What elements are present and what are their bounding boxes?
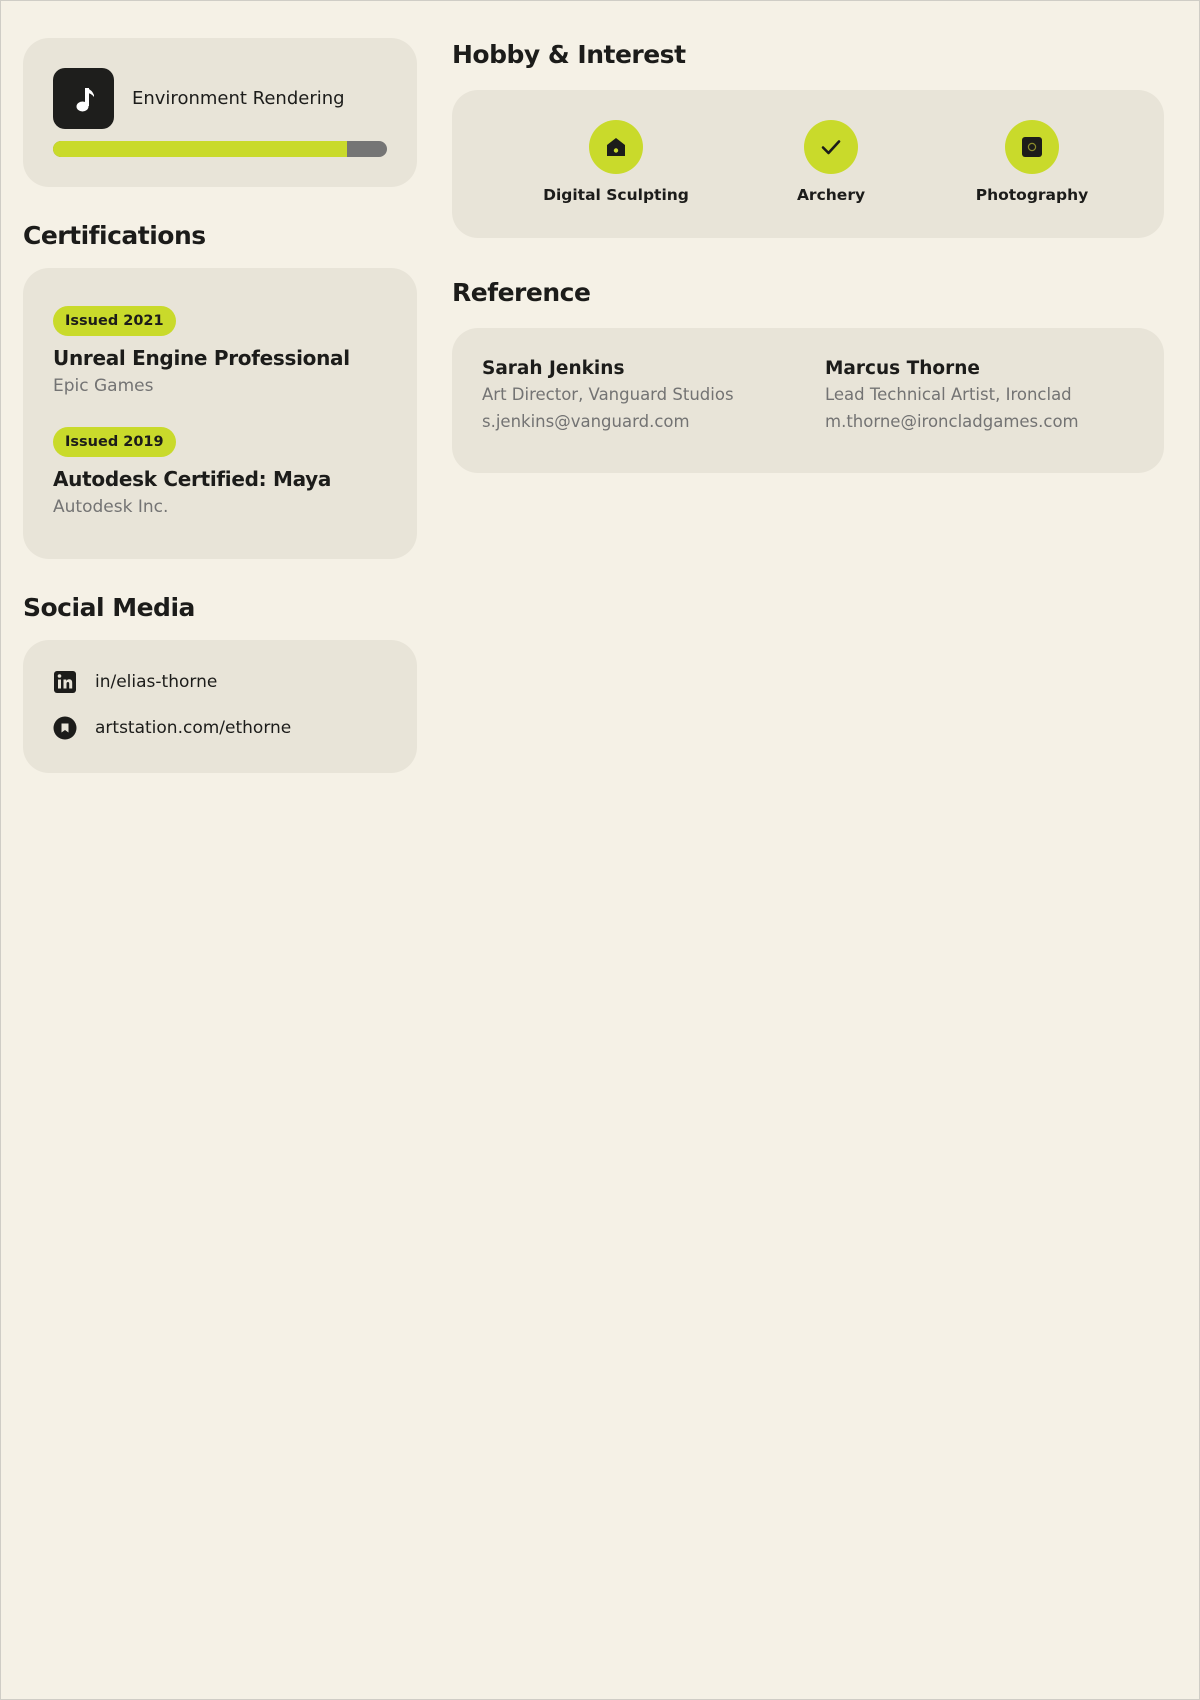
reference-role: Lead Technical Artist, Ironclad [825,385,1072,404]
cert-issued-badge: Issued 2021 [53,306,176,336]
cert-name: Autodesk Certified: Maya [53,467,332,491]
hobby-item-archery [751,120,911,204]
cert-issuer: Autodesk Inc. [53,497,169,517]
skill-progress-bar [53,141,387,157]
certification-item [53,427,387,517]
cert-issuer: Epic Games [53,376,154,396]
cert-issued-badge: Issued 2019 [53,427,176,457]
social-media-title: Social Media [23,593,195,622]
certification-item [53,306,387,396]
hobby-card [452,90,1164,238]
reference-item [482,358,734,431]
reference-card [452,328,1164,473]
reference-name: Marcus Thorne [825,358,980,379]
social-media-card [23,640,417,773]
reference-role: Art Director, Vanguard Studios [482,385,734,404]
reference-email[interactable]: m.thorne@ironcladgames.com [825,412,1079,431]
hobby-label: Photography [975,186,1089,204]
skill-header [53,68,387,129]
camera-icon [1005,120,1059,174]
cert-name: Unreal Engine Professional [53,346,350,370]
reference-title: Reference [452,278,591,307]
artstation-link[interactable]: artstation.com/ethorne [95,718,292,738]
hobby-label: Archery [796,186,866,204]
hobby-label: Digital Sculpting [543,186,689,204]
check-icon [804,120,858,174]
reference-email[interactable]: s.jenkins@vanguard.com [482,412,690,431]
certifications-card [23,268,417,559]
linkedin-link[interactable]: in/elias-thorne [95,672,218,692]
certifications-title: Certifications [23,221,206,250]
reference-item [825,358,1079,431]
hobby-item-photography [952,120,1112,204]
social-link-artstation[interactable] [53,715,387,741]
right-column [452,38,1164,473]
reference-name: Sarah Jenkins [482,358,625,379]
skill-progress-fill [53,141,347,157]
skill-label: Environment Rendering [132,88,345,109]
skill-card [23,38,417,187]
hobby-interest-title: Hobby & Interest [452,40,686,69]
social-link-linkedin[interactable] [53,669,387,695]
artstation-icon [53,716,77,740]
music-note-icon [53,68,114,129]
hobby-item-digital-sculpting [536,120,696,204]
home-icon [589,120,643,174]
linkedin-icon [53,670,77,694]
left-column [23,38,417,773]
